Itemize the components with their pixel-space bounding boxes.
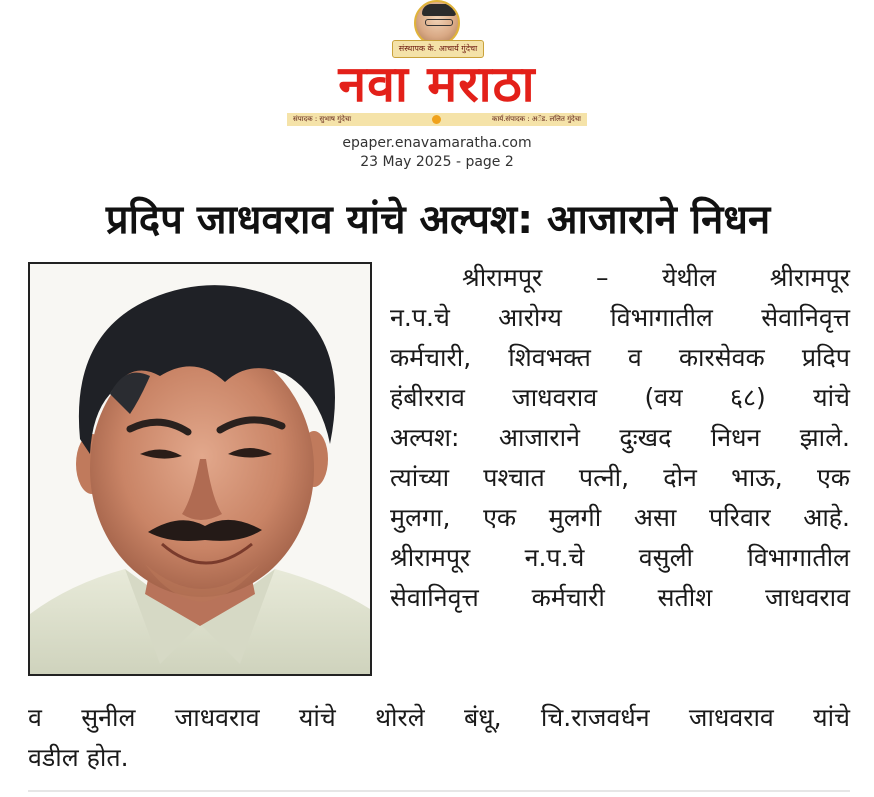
divider <box>28 790 850 792</box>
portrait-photo <box>28 262 372 676</box>
sun-icon <box>432 115 441 124</box>
newspaper-logo: नवा मराठा <box>338 55 536 113</box>
masthead <box>0 0 874 178</box>
article-line: न.प.चे आरोग्य विभागातील सेवानिवृत्त <box>390 303 850 332</box>
editor-right: कार्य.संपादक : अॅड. ललित गुंदेचा <box>491 115 581 123</box>
article-line: सेवानिवृत्त कर्मचारी सतीश जाधवराव <box>390 583 850 612</box>
editor-left: संपादक : सुभाष गुंदेचा <box>293 115 352 123</box>
article-line: कर्मचारी, शिवभक्त व कारसेवक प्रदिप <box>390 343 850 372</box>
article-headline: प्रदिप जाधवराव यांचे अल्पश: आजाराने निधन <box>105 197 771 243</box>
editor-bar <box>287 113 587 126</box>
article-line: मुलगा, एक मुलगी असा परिवार आहे. <box>390 503 850 532</box>
article-line: हंबीरराव जाधवराव (वय ६८) यांचे <box>390 383 850 412</box>
article-body-full <box>28 698 850 778</box>
article-line: श्रीरामपूर न.प.चे वसुली विभागातील <box>390 543 850 572</box>
article-line: श्रीरामपूर – येथील श्रीरामपूर <box>462 263 850 292</box>
article-line: अल्पश: आजाराने दुःखद निधन झाले. <box>390 423 850 452</box>
source-url: epaper.enavamaratha.com <box>342 135 532 151</box>
article-body-right <box>390 258 850 618</box>
article-line: व सुनील जाधवराव यांचे थोरले बंधू, चि.राजवर्धन जाधवराव यांचे <box>28 703 850 732</box>
founder-caption: संस्थापक के. आचार्य गुंदेचा <box>392 40 484 58</box>
article-line: वडील होत. <box>28 743 129 772</box>
source-date: 23 May 2025 - page 2 <box>360 154 514 170</box>
article-line: त्यांच्या पश्चात पत्नी, दोन भाऊ, एक <box>390 463 850 492</box>
